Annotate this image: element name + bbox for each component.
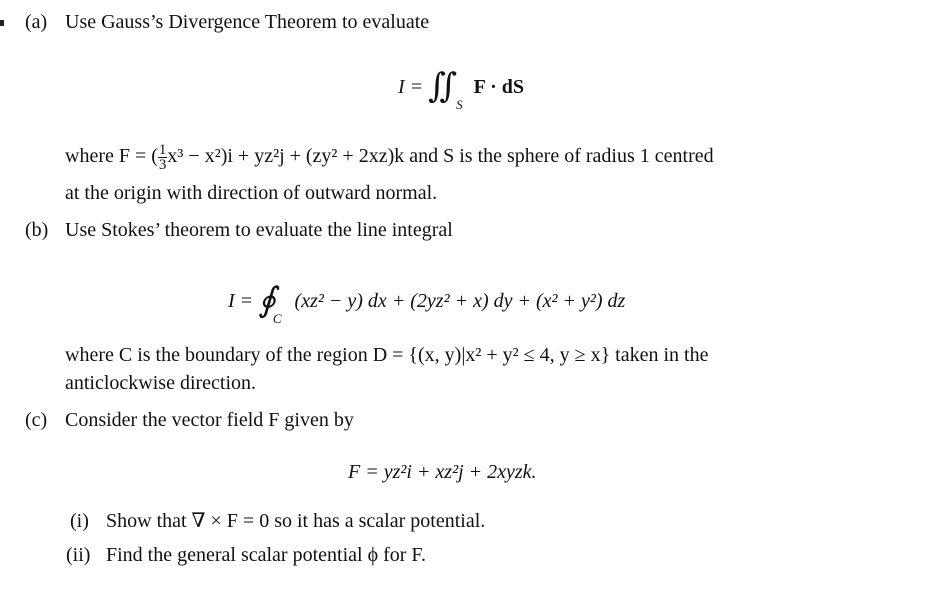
part-a-label: (a) bbox=[25, 11, 48, 33]
part-b-equation bbox=[228, 276, 626, 326]
contour-integral-icon: ∮ bbox=[258, 282, 276, 319]
part-b-label: (b) bbox=[25, 219, 49, 241]
part-a-line2: at the origin with direction of outward normal. bbox=[65, 182, 438, 204]
part-a-intro: Use Gauss’s Divergence Theorem to evaluate bbox=[65, 11, 430, 33]
part-c-item-i-label: (i) bbox=[70, 510, 89, 532]
fraction-one-third bbox=[158, 143, 168, 172]
part-a-equation-lhs: I = bbox=[398, 76, 424, 98]
fraction-denominator: 3 bbox=[158, 157, 167, 173]
part-b-integrand: (xz² − y) dx + (2yz² + x) dy + (x² + y²) dz bbox=[294, 290, 626, 312]
part-c-intro: Consider the vector field F given by bbox=[65, 409, 354, 431]
part-c-item-ii-label: (ii) bbox=[66, 544, 91, 566]
part-c-equation: F = yz²i + xz²j + 2xyzk. bbox=[348, 461, 537, 483]
part-c-item-i: Show that ∇ × F = 0 so it has a scalar potential. bbox=[106, 510, 486, 532]
part-b-line1: where C is the boundary of the region D = {(x, y)|x² + y² ≤ 4, y ≥ x} taken in the bbox=[65, 344, 709, 366]
page-edge-mark bbox=[0, 20, 4, 26]
part-a-where-prefix: where F = ( bbox=[65, 145, 158, 168]
part-c-label: (c) bbox=[25, 409, 48, 431]
part-b-intro: Use Stokes’ theorem to evaluate the line integral bbox=[65, 219, 453, 241]
surface-integral-icon: ∬ bbox=[428, 68, 458, 105]
part-b-equation-lhs: I = bbox=[228, 290, 254, 312]
fraction-numerator: 1 bbox=[158, 142, 167, 158]
part-a-equation bbox=[398, 62, 524, 112]
part-c-item-ii: Find the general scalar potential ϕ for F. bbox=[106, 544, 426, 566]
part-b-integral-subscript: C bbox=[272, 311, 282, 326]
part-b-line2: anticlockwise direction. bbox=[65, 372, 257, 394]
part-a-integrand: F · dS bbox=[473, 76, 524, 98]
part-a-where-rest: x³ − x²)i + yz²j + (zy² + 2xz)k and S is the sphere of radius 1 centred bbox=[167, 145, 714, 168]
part-a-where-line bbox=[65, 143, 714, 172]
part-a-integral-subscript: S bbox=[456, 97, 463, 112]
